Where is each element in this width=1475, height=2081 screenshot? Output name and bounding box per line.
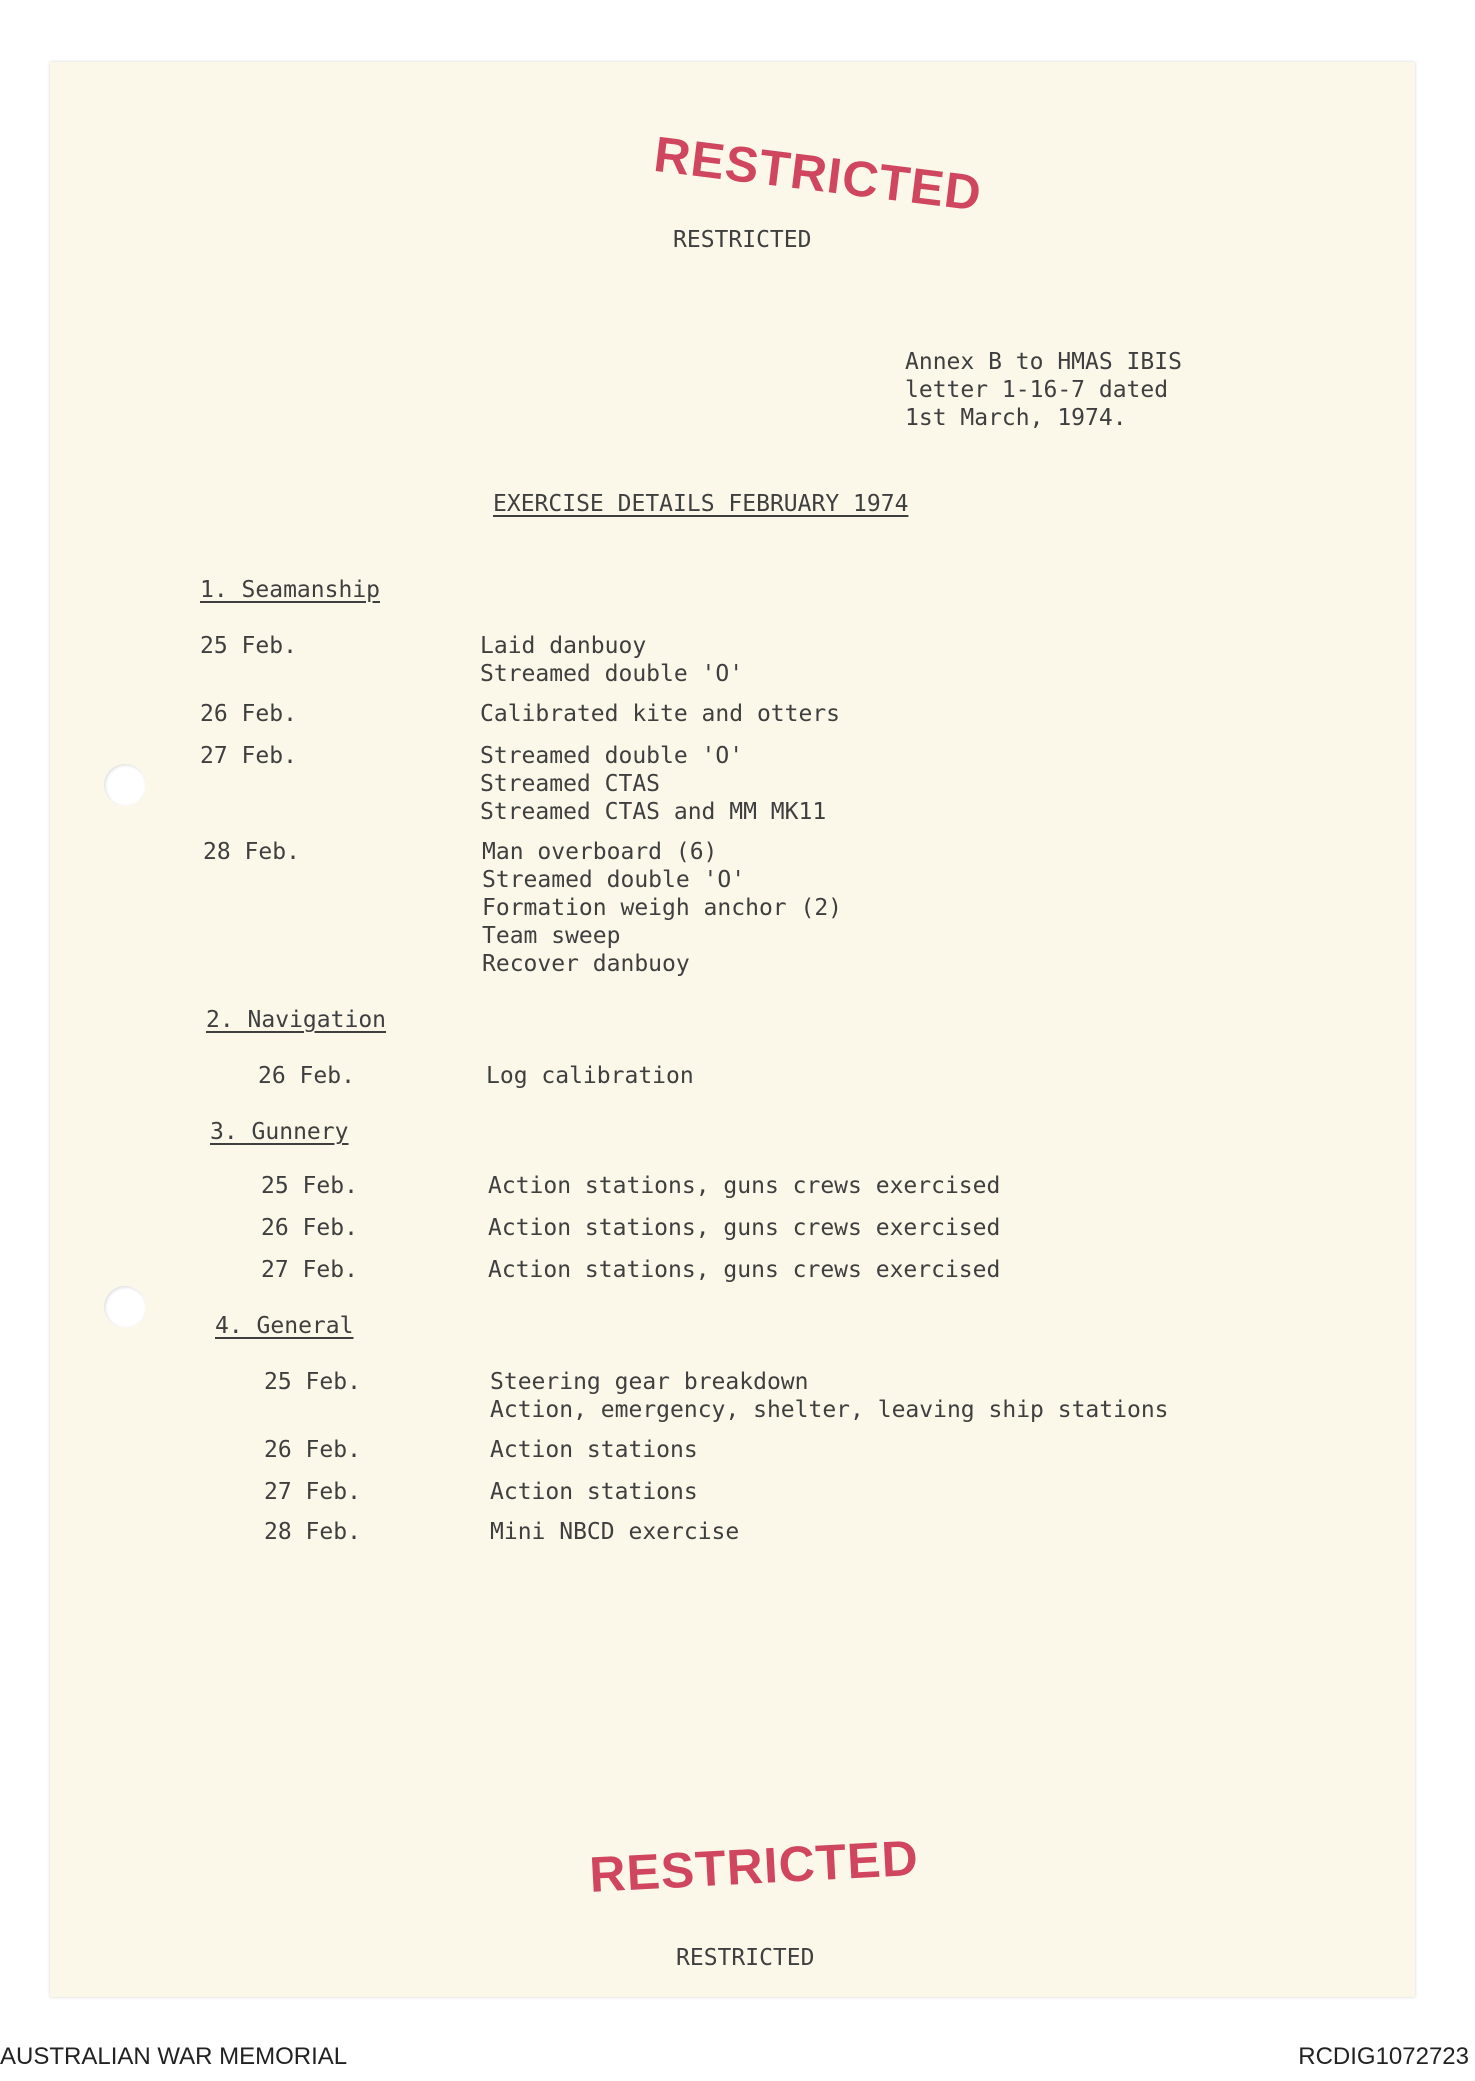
entry-date: 25 Feb.	[264, 1369, 361, 1395]
entry-line: Action stations	[490, 1479, 698, 1505]
entry-line: Mini NBCD exercise	[490, 1519, 740, 1545]
section-heading-seamanship: 1. Seamanship	[200, 577, 381, 603]
entry-line: Streamed double 'O'	[480, 661, 744, 687]
annex-line-2: letter 1-16-7 dated	[905, 377, 1169, 403]
entry-date: 28 Feb.	[264, 1519, 361, 1545]
entry-line: Steering gear breakdown	[490, 1369, 809, 1395]
archive-credit: AUSTRALIAN WAR MEMORIAL	[0, 2043, 348, 2070]
restricted-stamp-bottom: RESTRICTED	[588, 1829, 921, 1903]
entry-line: Calibrated kite and otters	[480, 701, 841, 727]
entry-date: 27 Feb.	[261, 1257, 358, 1283]
entry-date: 26 Feb.	[264, 1437, 361, 1463]
annex-line-3: 1st March, 1974.	[905, 405, 1127, 431]
punch-hole-bottom	[104, 1286, 146, 1328]
entry-date: 26 Feb.	[200, 701, 297, 727]
entry-date: 26 Feb.	[258, 1063, 355, 1089]
section-heading-gunnery: 3. Gunnery	[210, 1119, 349, 1145]
section-heading-navigation: 2. Navigation	[206, 1007, 387, 1033]
entry-date: 28 Feb.	[203, 839, 300, 865]
entry-line: Streamed double 'O'	[480, 743, 744, 769]
entry-line: Log calibration	[486, 1063, 694, 1089]
document-title: EXERCISE DETAILS FEBRUARY 1974	[493, 491, 909, 517]
entry-line: Man overboard (6)	[482, 839, 718, 865]
entry-line: Streamed CTAS and MM MK11	[480, 799, 827, 825]
entry-date: 25 Feb.	[261, 1173, 358, 1199]
entry-line: Action, emergency, shelter, leaving ship stations	[490, 1397, 1169, 1423]
entry-line: Action stations, guns crews exercised	[488, 1257, 1001, 1283]
classification-footer: RESTRICTED	[676, 1945, 815, 1971]
annex-line-1: Annex B to HMAS IBIS	[905, 349, 1182, 375]
entry-date: 25 Feb.	[200, 633, 297, 659]
restricted-stamp-top: RESTRICTED	[651, 125, 985, 222]
entry-line: Laid danbuoy	[480, 633, 647, 659]
punch-hole-top	[104, 764, 146, 806]
entry-line: Action stations, guns crews exercised	[488, 1215, 1001, 1241]
classification-header: RESTRICTED	[673, 227, 812, 253]
entry-line: Action stations, guns crews exercised	[488, 1173, 1001, 1199]
entry-date: 27 Feb.	[200, 743, 297, 769]
archive-reference: RCDIG1072723	[1298, 2043, 1469, 2070]
entry-date: 27 Feb.	[264, 1479, 361, 1505]
entry-line: Team sweep	[482, 923, 621, 949]
entry-line: Recover danbuoy	[482, 951, 690, 977]
entry-line: Formation weigh anchor (2)	[482, 895, 843, 921]
entry-line: Action stations	[490, 1437, 698, 1463]
entry-line: Streamed CTAS	[480, 771, 661, 797]
entry-date: 26 Feb.	[261, 1215, 358, 1241]
entry-line: Streamed double 'O'	[482, 867, 746, 893]
section-heading-general: 4. General	[215, 1313, 354, 1339]
